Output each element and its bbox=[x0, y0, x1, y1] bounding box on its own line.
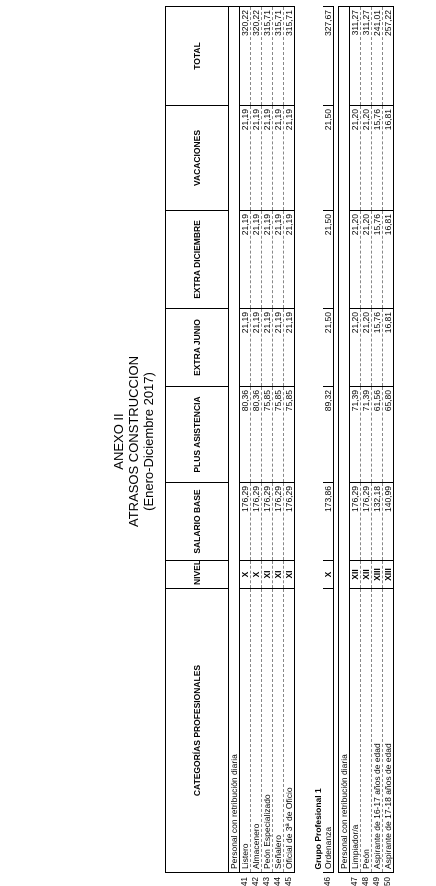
cell-vacaciones: 21,20 bbox=[361, 106, 372, 211]
cell-salario: 176,29 bbox=[284, 483, 295, 561]
group-profesional-1 bbox=[313, 7, 323, 873]
cell-total: 311,27 bbox=[350, 7, 361, 106]
cell-junio: 21,19 bbox=[262, 309, 273, 387]
cell-vacaciones: 21,50 bbox=[323, 106, 334, 211]
cell-salario: 140,99 bbox=[383, 483, 394, 561]
table-row bbox=[361, 7, 372, 873]
section-personal-diaria bbox=[229, 7, 240, 873]
cell-salario: 176,29 bbox=[361, 483, 372, 561]
cell-diciembre: 21,20 bbox=[350, 211, 361, 309]
period-subtitle: (Enero-Diciembre 2017) bbox=[141, 372, 156, 511]
cell-vacaciones: 21,19 bbox=[262, 106, 273, 211]
cell-nivel: XI bbox=[262, 561, 273, 589]
cell-total: 241,01 bbox=[372, 7, 383, 106]
cell-diciembre: 15,76 bbox=[372, 211, 383, 309]
cell-nivel: XIII bbox=[383, 561, 394, 589]
cell-vacaciones: 21,20 bbox=[350, 106, 361, 211]
cell-categoria bbox=[350, 589, 361, 886]
header-diciembre: EXTRA DICIEMBRE bbox=[166, 211, 229, 309]
cell-plus: 75,85 bbox=[273, 387, 284, 483]
header-junio: EXTRA JUNIO bbox=[166, 309, 229, 387]
header-salario: SALARIO BASE bbox=[166, 483, 229, 561]
row-number: 44 bbox=[273, 877, 282, 886]
category-name: Aspirante de 17-18 años de edad bbox=[383, 743, 393, 869]
cell-categoria bbox=[323, 589, 334, 886]
cell-junio: 21,19 bbox=[284, 309, 295, 387]
cell-junio: 21,50 bbox=[323, 309, 334, 387]
cell-plus: 65,80 bbox=[383, 387, 394, 483]
cell-categoria bbox=[284, 589, 295, 886]
header-row bbox=[166, 7, 229, 873]
row-number: 46 bbox=[323, 877, 332, 886]
category-name: Almacenero bbox=[251, 823, 261, 869]
cell-nivel: X bbox=[240, 561, 251, 589]
cell-junio: 21,19 bbox=[240, 309, 251, 387]
cell-categoria bbox=[361, 589, 372, 886]
cell-plus: 75,85 bbox=[284, 387, 295, 483]
group-profesional-1-label: Grupo Profesional 1 bbox=[313, 788, 323, 870]
cell-nivel: XII bbox=[361, 561, 372, 589]
cell-diciembre: 21,19 bbox=[284, 211, 295, 309]
cell-salario: 173,86 bbox=[323, 483, 334, 561]
table-row bbox=[262, 7, 273, 873]
row-number: 47 bbox=[350, 877, 359, 886]
cell-diciembre: 21,19 bbox=[262, 211, 273, 309]
category-name: Peón bbox=[361, 849, 371, 869]
cell-nivel: X bbox=[323, 561, 334, 589]
category-name: Aspirante de 16-17 años de edad bbox=[372, 743, 382, 869]
category-name: Peón Especializado bbox=[262, 794, 272, 869]
cell-total: 315,71 bbox=[273, 7, 284, 106]
cell-total: 320,22 bbox=[251, 7, 262, 106]
row-number: 43 bbox=[262, 877, 271, 886]
cell-junio: 21,20 bbox=[361, 309, 372, 387]
cell-categoria bbox=[273, 589, 284, 886]
cell-junio: 16,81 bbox=[383, 309, 394, 387]
cell-salario: 176,29 bbox=[262, 483, 273, 561]
table-row bbox=[323, 7, 334, 873]
cell-vacaciones: 21,19 bbox=[273, 106, 284, 211]
cell-nivel: X bbox=[251, 561, 262, 589]
cell-plus: 89,32 bbox=[323, 387, 334, 483]
annex-title: ANEXO II bbox=[111, 413, 126, 470]
cell-vacaciones: 16,81 bbox=[383, 106, 394, 211]
cell-plus: 61,56 bbox=[372, 387, 383, 483]
cell-nivel: XI bbox=[284, 561, 295, 589]
cell-vacaciones: 15,76 bbox=[372, 106, 383, 211]
table-row bbox=[240, 7, 251, 873]
cell-nivel: XII bbox=[350, 561, 361, 589]
table-row bbox=[284, 7, 295, 873]
cell-diciembre: 21,19 bbox=[240, 211, 251, 309]
cell-plus: 80,36 bbox=[251, 387, 262, 483]
section-personal-diaria-label: Personal con retribución diaria bbox=[229, 7, 240, 873]
cell-salario: 176,29 bbox=[240, 483, 251, 561]
cell-diciembre: 21,19 bbox=[273, 211, 284, 309]
document-title: ATRASOS CONSTRUCCION bbox=[126, 356, 141, 527]
cell-plus: 75,85 bbox=[262, 387, 273, 483]
cell-plus: 71,39 bbox=[350, 387, 361, 483]
row-number: 49 bbox=[372, 877, 381, 886]
header-total: TOTAL bbox=[166, 7, 229, 106]
cell-salario: 132,18 bbox=[372, 483, 383, 561]
cell-junio: 15,76 bbox=[372, 309, 383, 387]
cell-salario: 176,29 bbox=[350, 483, 361, 561]
cell-total: 315,71 bbox=[284, 7, 295, 106]
section-personal-diaria-2 bbox=[339, 7, 350, 873]
cell-total: 311,27 bbox=[361, 7, 372, 106]
category-name: Oficial de 3ª de Oficio bbox=[284, 787, 294, 869]
cell-junio: 21,19 bbox=[273, 309, 284, 387]
cell-categoria bbox=[372, 589, 383, 886]
table-row bbox=[251, 7, 262, 873]
cell-categoria bbox=[240, 589, 251, 886]
category-name: Señalero bbox=[273, 834, 283, 869]
header-plus: PLUS ASISTENCIA bbox=[166, 387, 229, 483]
header-categoria: CATEGORÍAS PROFESIONALES bbox=[166, 589, 229, 873]
row-number: 48 bbox=[361, 877, 370, 886]
cell-categoria bbox=[383, 589, 394, 886]
cell-diciembre: 16,81 bbox=[383, 211, 394, 309]
table-row bbox=[372, 7, 383, 873]
cell-vacaciones: 21,19 bbox=[284, 106, 295, 211]
cell-salario: 176,29 bbox=[273, 483, 284, 561]
row-number: 42 bbox=[251, 877, 260, 886]
table-row bbox=[383, 7, 394, 873]
cell-total: 257,22 bbox=[383, 7, 394, 106]
table-row bbox=[273, 7, 284, 873]
spacer-row bbox=[295, 7, 314, 873]
cell-diciembre: 21,19 bbox=[251, 211, 262, 309]
cell-junio: 21,20 bbox=[350, 309, 361, 387]
cell-junio: 21,19 bbox=[251, 309, 262, 387]
cell-vacaciones: 21,19 bbox=[251, 106, 262, 211]
cell-diciembre: 21,50 bbox=[323, 211, 334, 309]
category-name: Listero bbox=[240, 843, 250, 869]
cell-total: 320,22 bbox=[240, 7, 251, 106]
cell-categoria bbox=[262, 589, 273, 886]
cell-vacaciones: 21,19 bbox=[240, 106, 251, 211]
salary-table bbox=[165, 6, 394, 886]
cell-total: 315,71 bbox=[262, 7, 273, 106]
row-number: 41 bbox=[240, 877, 249, 886]
cell-categoria bbox=[251, 589, 262, 886]
header-vacaciones: VACACIONES bbox=[166, 106, 229, 211]
table-row bbox=[350, 7, 361, 873]
row-number: 50 bbox=[383, 877, 392, 886]
cell-plus: 71,39 bbox=[361, 387, 372, 483]
category-name: Ordenanza bbox=[323, 826, 333, 869]
cell-plus: 80,36 bbox=[240, 387, 251, 483]
row-number: 45 bbox=[284, 877, 293, 886]
cell-nivel: XIII bbox=[372, 561, 383, 589]
category-name: Limpiador/a bbox=[350, 824, 360, 869]
cell-nivel: XI bbox=[273, 561, 284, 589]
header-nivel: NIVEL bbox=[166, 561, 229, 589]
cell-salario: 176,29 bbox=[251, 483, 262, 561]
cell-diciembre: 21,20 bbox=[361, 211, 372, 309]
section-personal-diaria-2-label: Personal con retribución diaria bbox=[339, 7, 350, 873]
cell-total: 327,67 bbox=[323, 7, 334, 106]
